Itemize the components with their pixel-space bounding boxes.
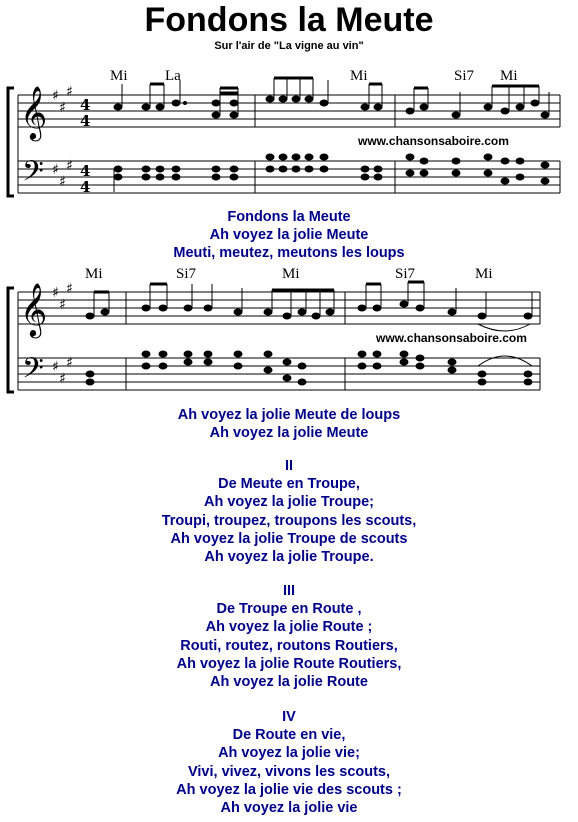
lyric-line: Ah voyez la jolie Meute: [209, 227, 369, 244]
verse-3: [0, 582, 578, 691]
lyric-line: Ah voyez la jolie vie des scouts ;: [176, 781, 402, 798]
verse-number: IV: [282, 709, 296, 725]
lyric-line: Ah voyez la jolie vie: [220, 800, 358, 817]
svg-text:4: 4: [80, 162, 91, 180]
system-brace: [8, 88, 14, 196]
website-watermark: www.chansonsaboire.com: [376, 331, 527, 345]
svg-text:♯: ♯: [59, 174, 66, 190]
svg-text:4: 4: [80, 96, 91, 114]
svg-text:♯: ♯: [66, 355, 73, 371]
svg-text:4: 4: [80, 178, 91, 196]
website-watermark: www.chansonsaboire.com: [358, 134, 509, 148]
lyric-line: De Troupe en Route ,: [216, 601, 362, 618]
lyric-line: De Meute en Troupe,: [218, 476, 360, 493]
lyric-line: Troupi, troupez, troupons les scouts,: [161, 512, 417, 529]
verse-1-ending: [0, 406, 578, 442]
treble-staff: [18, 95, 560, 127]
svg-text:♯: ♯: [66, 84, 73, 100]
chord-label: Mi: [500, 68, 518, 84]
svg-text:♯: ♯: [52, 88, 59, 104]
verse-number: III: [282, 583, 296, 599]
lyric-line: Ah voyez la jolie Route ;: [205, 619, 373, 636]
svg-text:4: 4: [80, 112, 91, 130]
lyric-line: Ah voyez la jolie Route Routiers,: [176, 655, 402, 672]
lyric-line: Ah voyez la jolie vie;: [218, 745, 360, 762]
lyric-line: Ah voyez la jolie Troupe.: [204, 549, 374, 566]
bass-clef-icon: 𝄢: [22, 155, 44, 195]
svg-text:♯: ♯: [52, 162, 59, 178]
bass-staff: [18, 358, 540, 390]
song-title: Fondons la Meute: [144, 1, 434, 39]
chord-label: Mi: [350, 68, 368, 84]
treble-clef-icon: 𝄞: [20, 85, 48, 139]
song-subtitle: Sur l'air de "La vigne au vin": [214, 40, 364, 52]
lyric-line: De Route en vie,: [232, 727, 346, 744]
bass-notes: [86, 351, 532, 385]
svg-text:♯: ♯: [52, 359, 59, 375]
svg-text:♯: ♯: [59, 371, 66, 387]
svg-text:♯: ♯: [52, 285, 59, 301]
treble-clef-icon: 𝄞: [20, 282, 48, 336]
chord-label: Mi: [475, 266, 493, 282]
lyric-line: Ah voyez la jolie Route: [210, 674, 368, 691]
verse-2: [0, 457, 578, 566]
lyric-line: Ah voyez la jolie Troupe;: [203, 494, 374, 511]
time-signature: [80, 96, 90, 196]
lyric-line: Ah voyez la jolie Troupe de scouts: [170, 530, 408, 547]
lyric-line: Ah voyez la jolie Meute: [209, 425, 369, 442]
system-brace: [8, 288, 14, 392]
lyric-line: Vivi, vivez, vivons les scouts,: [187, 763, 391, 780]
lyric-line: Meuti, meutez, meutons les loups: [173, 245, 405, 262]
chord-label: Mi: [85, 266, 103, 282]
music-system-2: [0, 262, 578, 408]
chord-label: Si7: [454, 68, 475, 84]
chord-label: Mi: [110, 68, 128, 84]
lyric-line: Routi, routez, routons Routiers,: [180, 637, 398, 654]
svg-text:♯: ♯: [66, 158, 73, 174]
chord-label: La: [165, 68, 181, 84]
verse-1-lines: [0, 208, 578, 263]
svg-text:♯: ♯: [59, 100, 66, 116]
lyric-line: Fondons la Meute: [227, 209, 351, 225]
chord-label: Mi: [282, 266, 300, 282]
verse-number: II: [284, 458, 294, 474]
bass-notes: [114, 154, 549, 192]
music-system-1: [0, 58, 578, 210]
treble-notes: [114, 78, 549, 118]
verse-4: [0, 708, 578, 817]
treble-staff: [18, 292, 540, 324]
lyric-line: Ah voyez la jolie Meute de loups: [177, 407, 401, 423]
bass-staff: [18, 161, 560, 193]
svg-text:♯: ♯: [59, 297, 66, 313]
chord-label: Si7: [176, 266, 197, 282]
bass-clef-icon: 𝄢: [22, 352, 44, 392]
chord-label: Si7: [395, 266, 416, 282]
svg-text:♯: ♯: [66, 281, 73, 297]
